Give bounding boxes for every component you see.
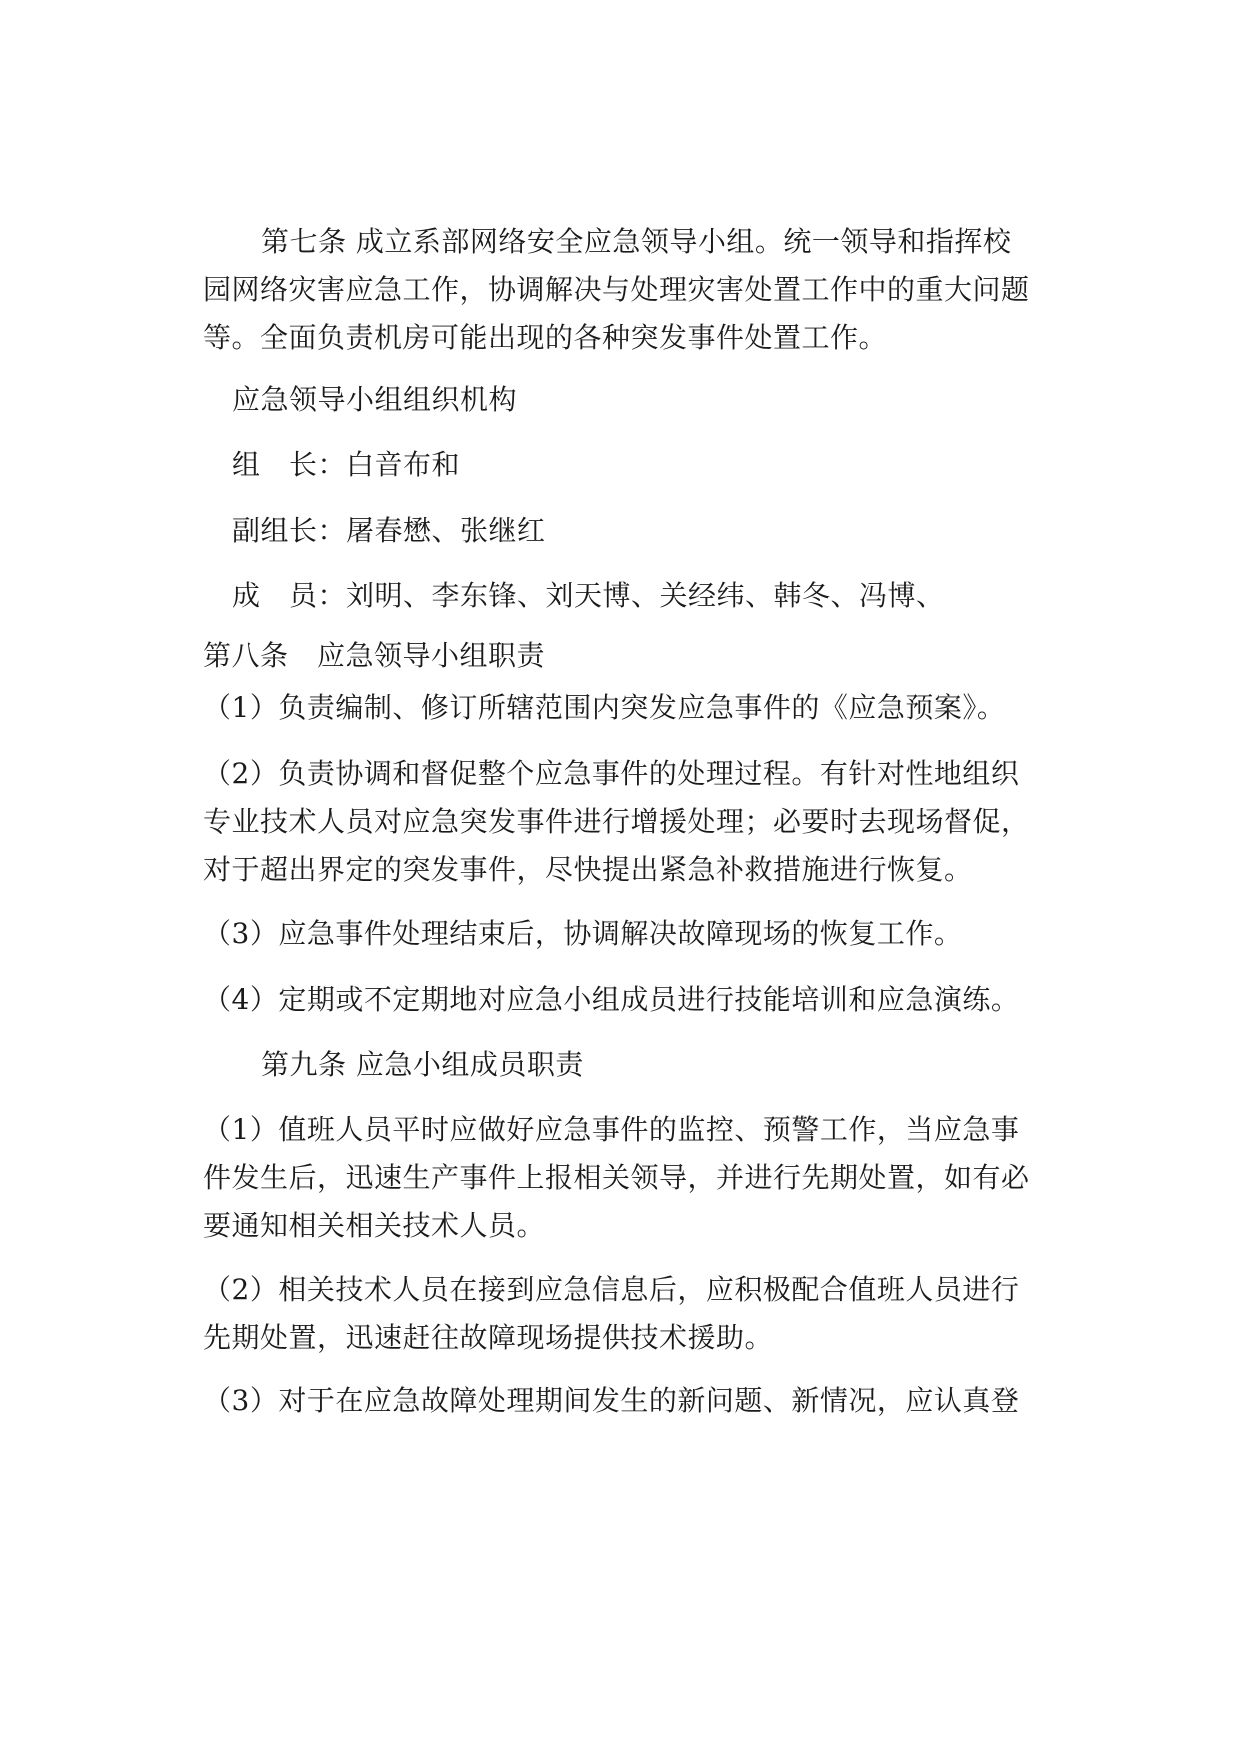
article-9-item-2-line: 先期处置，迅速赶往故障现场提供技术援助。: [203, 1321, 774, 1354]
article-9-item-1-line: 件发生后，迅速生产事件上报相关领导，并进行先期处置，如有必: [203, 1161, 1030, 1194]
article-9-item-3-line: （3）对于在应急故障处理期间发生的新问题、新情况，应认真登: [203, 1384, 1020, 1417]
article-8-item-1: [203, 684, 1043, 732]
article-8-item-2: [203, 750, 1043, 894]
article-9-heading: 第九条 应急小组成员职责: [261, 1048, 584, 1081]
article-8-item-2-line: 专业技术人员对应急突发事件进行增援处理；必要时去现场督促，: [203, 805, 1030, 838]
org-members: 成 员：刘明、李东锋、刘天博、关经纬、韩冬、冯博、: [232, 579, 945, 612]
org-deputy: 副组长：屠春懋、张继红: [232, 514, 546, 547]
article-9-item-2-line: （2）相关技术人员在接到应急信息后，应积极配合值班人员进行: [203, 1273, 1020, 1306]
article-9-item-1-line: （1）值班人员平时应做好应急事件的监控、预警工作，当应急事: [203, 1113, 1020, 1146]
article-9-item-3: [203, 1377, 1043, 1425]
article-8-item-3: [203, 910, 1043, 958]
article-9-heading-block: [203, 1041, 1043, 1089]
article-7-line: 园网络灾害应急工作，协调解决与处理灾害处置工作中的重大问题: [203, 273, 1030, 306]
org-leader-block: [203, 441, 1043, 489]
org-heading: 应急领导小组组织机构: [232, 383, 518, 416]
article-8-item-4: [203, 976, 1043, 1024]
article-8-heading: 第八条 应急领导小组职责: [203, 639, 546, 672]
org-heading-block: [203, 376, 1043, 424]
article-8-item-4-line: （4）定期或不定期地对应急小组成员进行技能培训和应急演练。: [203, 983, 1020, 1016]
article-7-line: 等。全面负责机房可能出现的各种突发事件处置工作。: [203, 321, 888, 354]
article-9-item-1-line: 要通知相关相关技术人员。: [203, 1209, 546, 1242]
org-leader: 组 长：白音布和: [232, 448, 461, 481]
article-8-item-1-line: （1）负责编制、修订所辖范围内突发应急事件的《应急预案》。: [203, 691, 1006, 724]
article-7-paragraph: [203, 218, 1043, 362]
article-8-heading-block: [203, 632, 1043, 680]
org-deputy-block: [203, 507, 1043, 555]
article-8-item-3-line: （3）应急事件处理结束后，协调解决故障现场的恢复工作。: [203, 917, 963, 950]
article-8-item-2-line: （2）负责协调和督促整个应急事件的处理过程。有针对性地组织: [203, 757, 1020, 790]
org-members-block: [203, 572, 1043, 620]
article-9-item-1: [203, 1106, 1043, 1250]
article-7-line: 第七条 成立系部网络安全应急领导小组。统一领导和指挥校: [261, 225, 1012, 258]
article-9-item-2: [203, 1266, 1043, 1362]
article-8-item-2-line: 对于超出界定的突发事件，尽快提出紧急补救措施进行恢复。: [203, 853, 973, 886]
